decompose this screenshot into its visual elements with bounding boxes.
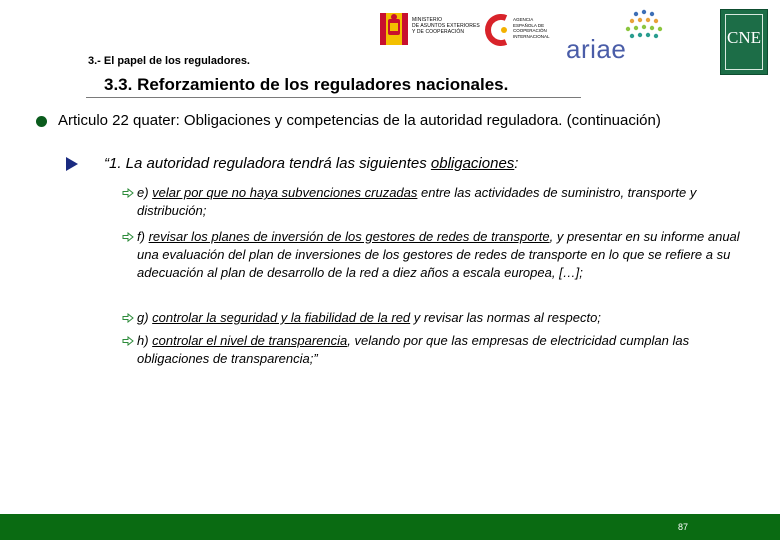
breadcrumb: 3.- El papel de los reguladores. <box>88 55 250 67</box>
article-heading: Articulo 22 quater: Obligaciones y competencias de la autoridad reguladora. (continuación) <box>58 112 661 129</box>
bullet-dot-icon <box>36 116 47 127</box>
aecid-text: AGENCIA ESPAÑOLA DE COOPERACIÓN INTERNACIONAL <box>513 17 550 39</box>
list-item: h) controlar el nivel de transparencia, velando por que las empresas de electricidad cumplan las obligaciones de transparencia;” <box>137 332 742 368</box>
ariae-wordmark: ariae <box>566 34 627 64</box>
footer-bar <box>0 514 780 540</box>
quote-intro: “1. La autoridad reguladora tendrá las siguientes obligaciones: <box>104 155 519 172</box>
arrow-right-icon <box>122 232 134 242</box>
arrow-right-icon <box>122 336 134 346</box>
page-title: 3.3. Reforzamiento de los reguladores nacionales. <box>104 75 509 94</box>
triangle-bullet-icon <box>66 157 78 171</box>
arrow-right-icon <box>122 188 134 198</box>
list-item: g) controlar la seguridad y la fiabilidad de la red y revisar las normas al respecto; <box>137 309 742 327</box>
list-item: e) velar por que no haya subvenciones cruzadas entre las actividades de suministro, transporte y distribución; <box>137 184 742 220</box>
ministerio-text: MINISTERIO DE ASUNTOS EXTERIORES Y DE COOPERACIÓN <box>412 17 480 35</box>
arrow-right-icon <box>122 313 134 323</box>
list-item: f) revisar los planes de inversión de los gestores de redes de transporte, y presentar en su informe anual una evaluación del plan de inversiones de los gestores de redes de transporte en lo que se refiere a su adecuación al plan de desarrollo de la red a diez años a escala europea, […]; <box>137 228 742 282</box>
page-number: 87 <box>678 522 689 532</box>
title-divider <box>86 97 581 98</box>
cne-wordmark: CNE <box>727 28 761 47</box>
cne-logo <box>720 9 768 75</box>
